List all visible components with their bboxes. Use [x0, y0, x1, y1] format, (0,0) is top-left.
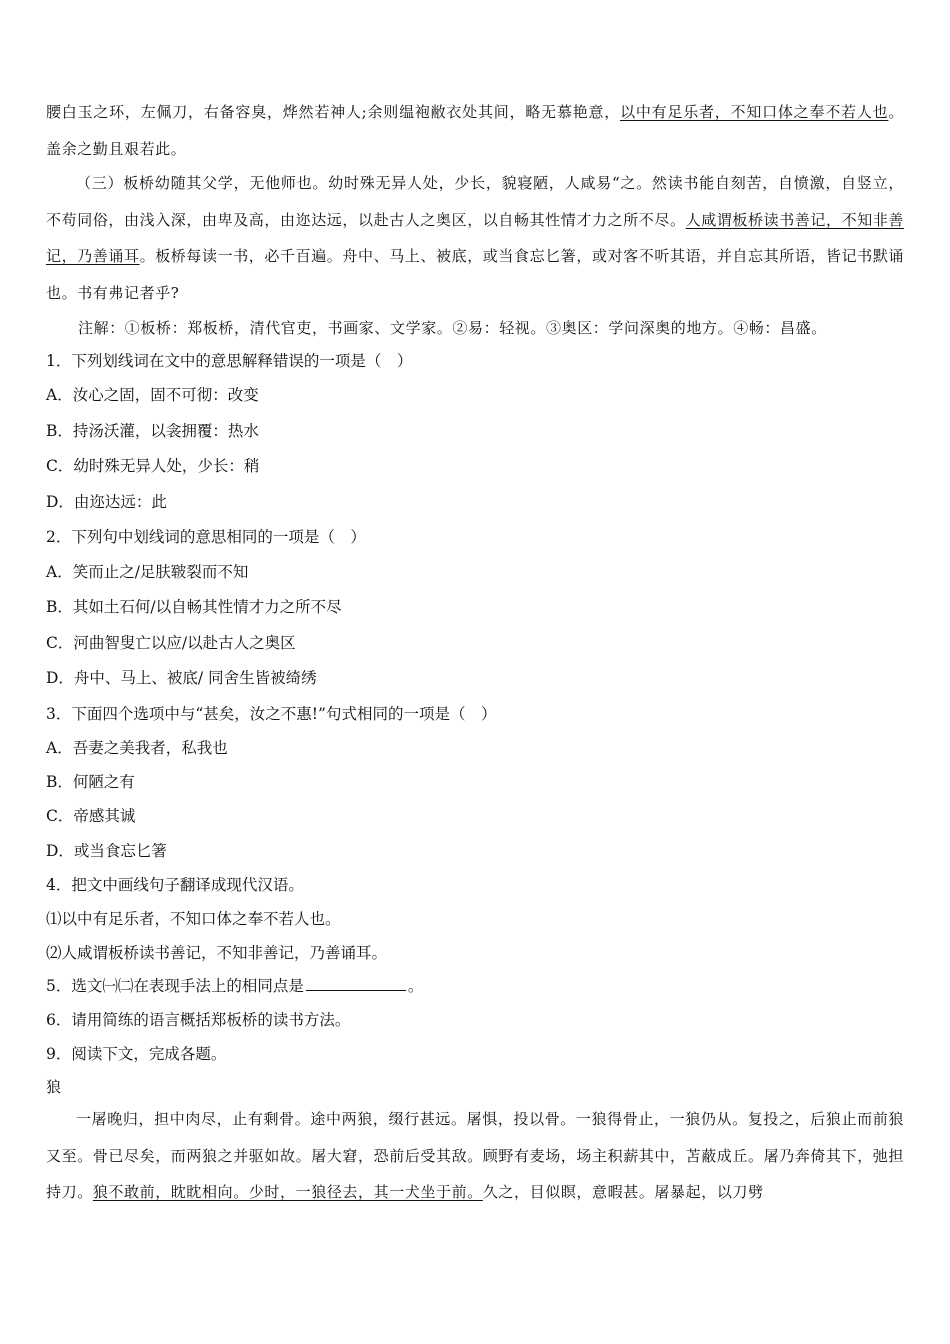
underlined-sentence: 狼不敢前，眈眈相向。少时，一狼径去，其一犬坐于前。 [92, 1183, 483, 1201]
question-1-option-a: A．汝心之固，固不可彻：改变 [46, 386, 259, 404]
question-2-option-b: B．其如土石何/以自畅其性情才力之所不尽 [46, 598, 342, 616]
question-2-option-d: D．舟中、马上、被底/ 同舍生皆被绮绣 [46, 669, 317, 687]
passage-text: （三）板桥幼随其父学，无他师也。幼时殊无异人处，少长，貌寝陋，人咸易“之。然读书能自刻苦，自愤激，自竖立，不苟同俗，由浅入深，由卑及高，由迩达远，以赴古人之奥区，以自畅其性情才力之所不尽。 [46, 174, 904, 229]
question-1-option-c: C．幼时殊无异人处，少长：稍 [46, 457, 260, 475]
question-5-end: 。 [407, 977, 424, 995]
passage-text: 久之，目似瞑，意暇甚。屠暴起，以刀劈 [482, 1183, 764, 1201]
question-9-heading: 9．阅读下文，完成各题。 [46, 1045, 227, 1063]
question-2-option-a: A．笑而止之/足肤皲裂而不知 [46, 563, 249, 581]
question-1-option-b: B．持汤沃灌，以衾拥覆：热水 [46, 422, 259, 440]
question-3-option-b: B．何陋之有 [46, 773, 135, 791]
question-3-option-d: D．或当食忘匕箸 [46, 842, 167, 860]
question-1-stem: 1．下列划线词在文中的意思解释错误的一项是（ ） [46, 352, 413, 370]
passage-text: 。板桥每读一书，必千百遍。舟中、马上、被底，或当食忘匕箸，或对客不听其语，并自忘其所语，皆记书默诵也。书有弗记者乎? [46, 247, 905, 302]
question-1-option-d: D．由迩达远：此 [46, 493, 167, 511]
question-6: 6．请用简练的语言概括郑板桥的读书方法。 [46, 1011, 351, 1029]
annotation-note: 注解：①板桥：郑板桥，清代官吏，书画家、文学家。②易：轻视。③奥区：学问深奥的地方。④畅：昌盛。 [78, 319, 827, 337]
question-3-stem: 3．下面四个选项中与“甚矣，汝之不惠!”句式相同的一项是（ ） [46, 705, 497, 723]
question-5-text: 5．选文㈠㈡在表现手法上的相同点是 [46, 977, 304, 995]
passage-text: 腰白玉之环，左佩刀，右备容臭，烨然若神人;余则缊袍敝衣处其间，略无慕艳意， [46, 103, 621, 121]
passage-paragraph-1 [46, 94, 904, 167]
question-5 [46, 976, 423, 996]
underlined-sentence: 以中有足乐者，不知口体之奉不若人也 [620, 103, 889, 121]
question-4-stem: 4．把文中画线句子翻译成现代汉语。 [46, 876, 304, 894]
question-4-sentence-1: ⑴以中有足乐者，不知口体之奉不若人也。 [46, 910, 341, 928]
question-4-sentence-2: ⑵人咸谓板桥读书善记，不知非善记，乃善诵耳。 [46, 944, 388, 962]
passage-wolf [46, 1101, 904, 1211]
question-2-option-c: C．河曲智叟亡以应/以赴古人之奥区 [46, 634, 296, 652]
question-2-stem: 2．下列句中划线词的意思相同的一项是（ ） [46, 528, 366, 546]
question-3-option-a: A．吾妻之美我者，私我也 [46, 739, 228, 757]
underlined-sentence: 人咸谓板桥读书善记，不知非善记，乃善诵耳 [46, 210, 905, 265]
question-3-option-c: C．帝感其诚 [46, 807, 136, 825]
passage-text: 。盖余之勤且艰若此。 [46, 103, 904, 158]
passage-title: 狼 [46, 1078, 62, 1096]
answer-blank[interactable] [306, 976, 406, 991]
passage-paragraph-2 [46, 165, 904, 311]
passage-text: 一屠晚归，担中肉尽，止有剩骨。途中两狼，缀行甚远。屠惧，投以骨。一狼得骨止，一狼仍从。复投之，后狼止而前狼又至。骨已尽矣，而两狼之并驱如故。屠大窘，恐前后受其敌。顾野有麦场，场主积薪其中，苫蔽成丘。屠乃奔倚其下，弛担持刀。 [46, 1110, 905, 1201]
